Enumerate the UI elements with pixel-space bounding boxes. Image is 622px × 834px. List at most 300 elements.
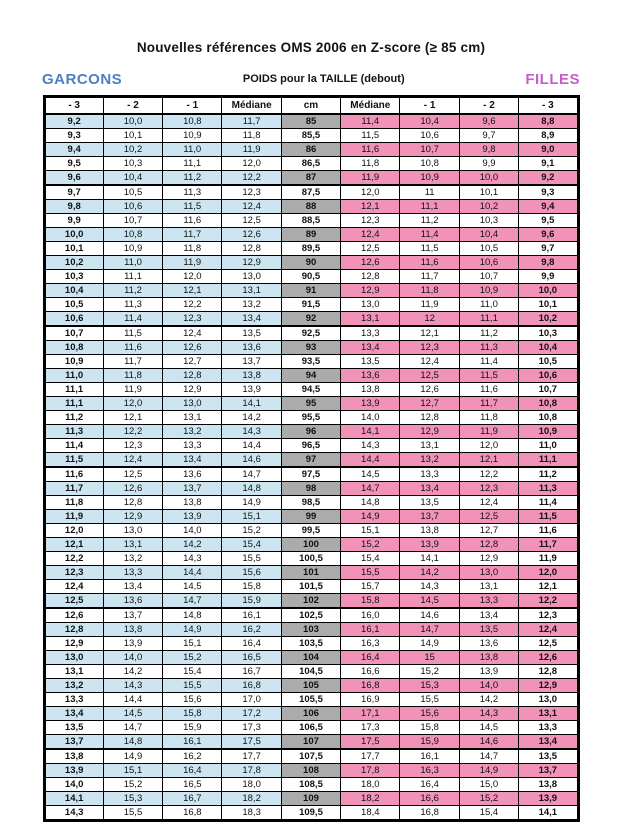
girls-value-cell: 13,5 <box>341 355 400 369</box>
girls-value-cell: 15,1 <box>341 524 400 538</box>
table-subtitle: POIDS pour la TAILLE (debout) <box>242 73 405 85</box>
girls-value-cell: 12 <box>400 312 459 327</box>
boys-value-cell: 10,9 <box>44 355 103 369</box>
boys-value-cell: 11,5 <box>103 326 162 341</box>
table-row <box>44 298 578 312</box>
girls-value-cell: 15,2 <box>459 792 518 806</box>
girls-value-cell: 13,4 <box>400 482 459 496</box>
boys-value-cell: 12,0 <box>163 270 222 284</box>
girls-value-cell: 10,8 <box>519 411 578 425</box>
girls-value-cell: 15,8 <box>341 594 400 609</box>
boys-value-cell: 11,7 <box>103 355 162 369</box>
girls-value-cell: 11,6 <box>400 256 459 270</box>
boys-value-cell: 12,8 <box>103 496 162 510</box>
girls-section-label: FILLES <box>525 71 580 88</box>
boys-value-cell: 12,8 <box>222 242 281 256</box>
table-row <box>44 341 578 355</box>
girls-value-cell: 11,9 <box>341 171 400 186</box>
boys-value-cell: 11,6 <box>163 214 222 228</box>
girls-value-cell: 12,4 <box>341 228 400 242</box>
boys-value-cell: 17,8 <box>222 764 281 778</box>
girls-value-cell: 9,2 <box>519 171 578 186</box>
girls-value-cell: 11,8 <box>341 157 400 171</box>
boys-value-cell: 12,7 <box>163 355 222 369</box>
boys-value-cell: 15,9 <box>163 721 222 735</box>
boys-value-cell: 14,4 <box>103 693 162 707</box>
girls-value-cell: 14,3 <box>341 439 400 453</box>
girls-value-cell: 13,4 <box>341 341 400 355</box>
boys-value-cell: 13,2 <box>222 298 281 312</box>
boys-value-cell: 13,0 <box>44 651 103 665</box>
boys-value-cell: 16,1 <box>163 735 222 750</box>
girls-value-cell: 14,0 <box>341 411 400 425</box>
height-cm-cell: 90 <box>281 256 340 270</box>
boys-value-cell: 13,9 <box>163 510 222 524</box>
table-row <box>44 707 578 721</box>
boys-value-cell: 13,5 <box>44 721 103 735</box>
girls-value-cell: 11,0 <box>459 298 518 312</box>
boys-value-cell: 16,5 <box>163 778 222 792</box>
girls-value-cell: 10,1 <box>459 185 518 200</box>
table-row <box>44 157 578 171</box>
girls-value-cell: 16,9 <box>341 693 400 707</box>
girls-value-cell: 11,7 <box>400 270 459 284</box>
height-cm-cell: 87 <box>281 171 340 186</box>
boys-value-cell: 12,4 <box>163 326 222 341</box>
boys-value-cell: 15,5 <box>222 552 281 566</box>
girls-value-cell: 11,4 <box>459 355 518 369</box>
boys-value-cell: 11,7 <box>222 114 281 129</box>
boys-value-cell: 10,6 <box>103 200 162 214</box>
girls-value-cell: 11,5 <box>459 369 518 383</box>
girls-value-cell: 13,3 <box>400 467 459 482</box>
girls-value-cell: 18,4 <box>341 806 400 821</box>
boys-value-cell: 12,8 <box>163 369 222 383</box>
boys-value-cell: 13,7 <box>103 608 162 623</box>
girls-value-cell: 10,4 <box>400 114 459 129</box>
girls-value-cell: 12,1 <box>459 453 518 468</box>
table-row <box>44 637 578 651</box>
boys-value-cell: 12,9 <box>222 256 281 270</box>
girls-value-cell: 12,0 <box>519 566 578 580</box>
boys-value-cell: 9,4 <box>44 143 103 157</box>
boys-value-cell: 14,1 <box>222 397 281 411</box>
boys-value-cell: 12,6 <box>44 608 103 623</box>
table-row <box>44 580 578 594</box>
table-row <box>44 594 578 609</box>
boys-value-cell: 14,8 <box>222 482 281 496</box>
table-row <box>44 270 578 284</box>
boys-value-cell: 17,0 <box>222 693 281 707</box>
boys-value-cell: 16,8 <box>222 679 281 693</box>
girls-value-cell: 13,5 <box>459 623 518 637</box>
boys-value-cell: 16,4 <box>222 637 281 651</box>
boys-value-cell: 12,9 <box>44 637 103 651</box>
girls-value-cell: 11,3 <box>519 482 578 496</box>
boys-value-cell: 11,9 <box>222 143 281 157</box>
column-header: - 1 <box>400 97 459 115</box>
height-cm-cell: 94,5 <box>281 383 340 397</box>
height-cm-cell: 102 <box>281 594 340 609</box>
weight-for-height-table <box>43 95 580 822</box>
boys-value-cell: 15,8 <box>163 707 222 721</box>
boys-value-cell: 14,5 <box>163 580 222 594</box>
girls-value-cell: 13,0 <box>341 298 400 312</box>
height-cm-cell: 103 <box>281 623 340 637</box>
boys-value-cell: 14,7 <box>222 467 281 482</box>
column-header: - 3 <box>519 97 578 115</box>
girls-value-cell: 13,1 <box>341 312 400 327</box>
table-row <box>44 665 578 679</box>
boys-value-cell: 11,0 <box>163 143 222 157</box>
boys-value-cell: 11,1 <box>44 397 103 411</box>
girls-value-cell: 11,4 <box>519 496 578 510</box>
table-row <box>44 778 578 792</box>
boys-value-cell: 12,2 <box>163 298 222 312</box>
girls-value-cell: 12,8 <box>400 411 459 425</box>
boys-value-cell: 14,7 <box>103 721 162 735</box>
table-row <box>44 214 578 228</box>
table-row <box>44 256 578 270</box>
height-cm-cell: 100 <box>281 538 340 552</box>
girls-value-cell: 12,5 <box>400 369 459 383</box>
girls-value-cell: 13,3 <box>341 326 400 341</box>
column-header: - 2 <box>103 97 162 115</box>
table-header <box>44 97 578 115</box>
girls-value-cell: 14,9 <box>459 764 518 778</box>
boys-value-cell: 10,0 <box>44 228 103 242</box>
girls-value-cell: 10,9 <box>400 171 459 186</box>
boys-value-cell: 11,1 <box>103 270 162 284</box>
girls-value-cell: 11,8 <box>400 284 459 298</box>
girls-value-cell: 11,9 <box>400 298 459 312</box>
girls-value-cell: 13,3 <box>519 721 578 735</box>
table-row <box>44 608 578 623</box>
boys-value-cell: 11,7 <box>163 228 222 242</box>
boys-value-cell: 14,0 <box>103 651 162 665</box>
girls-value-cell: 13,8 <box>519 778 578 792</box>
height-cm-cell: 95 <box>281 397 340 411</box>
boys-value-cell: 14,3 <box>163 552 222 566</box>
girls-value-cell: 10,6 <box>400 129 459 143</box>
boys-value-cell: 13,8 <box>44 749 103 764</box>
boys-value-cell: 10,3 <box>44 270 103 284</box>
boys-value-cell: 14,2 <box>222 411 281 425</box>
boys-value-cell: 15,1 <box>163 637 222 651</box>
girls-value-cell: 16,8 <box>400 806 459 821</box>
boys-value-cell: 12,4 <box>44 580 103 594</box>
table-row <box>44 792 578 806</box>
boys-value-cell: 14,2 <box>163 538 222 552</box>
boys-value-cell: 14,3 <box>103 679 162 693</box>
girls-value-cell: 11,1 <box>519 453 578 468</box>
boys-value-cell: 14,6 <box>222 453 281 468</box>
boys-value-cell: 11,9 <box>103 383 162 397</box>
table-row <box>44 383 578 397</box>
height-cm-cell: 88,5 <box>281 214 340 228</box>
boys-value-cell: 12,3 <box>222 185 281 200</box>
girls-value-cell: 11,6 <box>341 143 400 157</box>
girls-value-cell: 13,7 <box>400 510 459 524</box>
girls-value-cell: 14,1 <box>400 552 459 566</box>
boys-value-cell: 11,5 <box>44 453 103 468</box>
height-cm-cell: 102,5 <box>281 608 340 623</box>
boys-value-cell: 11,8 <box>103 369 162 383</box>
girls-value-cell: 17,3 <box>341 721 400 735</box>
girls-value-cell: 11,0 <box>519 439 578 453</box>
table-row <box>44 651 578 665</box>
table-row <box>44 453 578 468</box>
girls-value-cell: 12,9 <box>400 425 459 439</box>
boys-value-cell: 11,3 <box>163 185 222 200</box>
boys-value-cell: 11,4 <box>103 312 162 327</box>
boys-value-cell: 15,5 <box>163 679 222 693</box>
girls-value-cell: 15,8 <box>400 721 459 735</box>
boys-value-cell: 9,2 <box>44 114 103 129</box>
boys-value-cell: 14,8 <box>103 735 162 750</box>
height-cm-cell: 92 <box>281 312 340 327</box>
girls-value-cell: 11,6 <box>459 383 518 397</box>
boys-value-cell: 12,2 <box>44 552 103 566</box>
boys-value-cell: 10,8 <box>44 341 103 355</box>
height-cm-cell: 85 <box>281 114 340 129</box>
girls-value-cell: 10,7 <box>459 270 518 284</box>
girls-value-cell: 10,6 <box>519 369 578 383</box>
boys-value-cell: 12,4 <box>222 200 281 214</box>
boys-value-cell: 10,0 <box>103 114 162 129</box>
girls-value-cell: 18,2 <box>341 792 400 806</box>
girls-value-cell: 12,9 <box>519 679 578 693</box>
boys-value-cell: 14,9 <box>163 623 222 637</box>
boys-value-cell: 17,3 <box>222 721 281 735</box>
girls-value-cell: 13,1 <box>519 707 578 721</box>
girls-value-cell: 10,8 <box>519 397 578 411</box>
table-row <box>44 312 578 327</box>
girls-value-cell: 11,6 <box>519 524 578 538</box>
height-cm-cell: 105,5 <box>281 693 340 707</box>
girls-value-cell: 15,4 <box>459 806 518 821</box>
girls-value-cell: 9,6 <box>519 228 578 242</box>
girls-value-cell: 13,1 <box>400 439 459 453</box>
boys-value-cell: 16,7 <box>222 665 281 679</box>
girls-value-cell: 12,5 <box>459 510 518 524</box>
table-body <box>44 114 578 821</box>
girls-value-cell: 12,2 <box>519 594 578 609</box>
girls-value-cell: 15,0 <box>459 778 518 792</box>
boys-value-cell: 13,8 <box>103 623 162 637</box>
boys-value-cell: 12,3 <box>44 566 103 580</box>
table-header-row <box>44 97 578 115</box>
girls-value-cell: 11,4 <box>341 114 400 129</box>
boys-value-cell: 10,4 <box>44 284 103 298</box>
boys-value-cell: 12,6 <box>163 341 222 355</box>
girls-value-cell: 17,5 <box>341 735 400 750</box>
column-header: - 2 <box>459 97 518 115</box>
boys-value-cell: 13,2 <box>103 552 162 566</box>
girls-value-cell: 11,5 <box>519 510 578 524</box>
height-cm-cell: 107,5 <box>281 749 340 764</box>
height-cm-cell: 98 <box>281 482 340 496</box>
girls-value-cell: 8,9 <box>519 129 578 143</box>
girls-value-cell: 15,5 <box>400 693 459 707</box>
boys-value-cell: 12,6 <box>103 482 162 496</box>
boys-value-cell: 12,4 <box>103 453 162 468</box>
boys-value-cell: 18,2 <box>222 792 281 806</box>
table-row <box>44 566 578 580</box>
girls-value-cell: 12,1 <box>519 580 578 594</box>
table-row <box>44 439 578 453</box>
girls-value-cell: 12,8 <box>519 665 578 679</box>
table-row <box>44 764 578 778</box>
boys-value-cell: 16,2 <box>163 749 222 764</box>
girls-value-cell: 14,8 <box>341 496 400 510</box>
girls-value-cell: 18,0 <box>341 778 400 792</box>
boys-value-cell: 15,5 <box>103 806 162 821</box>
table-row <box>44 228 578 242</box>
girls-value-cell: 9,0 <box>519 143 578 157</box>
boys-value-cell: 11,0 <box>103 256 162 270</box>
girls-value-cell: 11,1 <box>459 312 518 327</box>
boys-value-cell: 13,1 <box>163 411 222 425</box>
girls-value-cell: 11,5 <box>400 242 459 256</box>
girls-value-cell: 13,5 <box>519 749 578 764</box>
page-title: Nouvelles références OMS 2006 en Z-score (≥ 85 cm) <box>136 40 486 55</box>
girls-value-cell: 10,0 <box>519 284 578 298</box>
girls-value-cell: 14,3 <box>459 707 518 721</box>
height-cm-cell: 87,5 <box>281 185 340 200</box>
girls-value-cell: 14,2 <box>400 566 459 580</box>
table-row <box>44 411 578 425</box>
height-cm-cell: 99 <box>281 510 340 524</box>
height-cm-cell: 99,5 <box>281 524 340 538</box>
girls-value-cell: 12,3 <box>519 608 578 623</box>
girls-value-cell: 13,4 <box>519 735 578 750</box>
girls-value-cell: 9,4 <box>519 200 578 214</box>
table-row <box>44 284 578 298</box>
boys-value-cell: 14,0 <box>163 524 222 538</box>
boys-value-cell: 16,4 <box>163 764 222 778</box>
girls-value-cell: 12,5 <box>341 242 400 256</box>
boys-value-cell: 15,6 <box>163 693 222 707</box>
height-cm-cell: 107 <box>281 735 340 750</box>
table-row <box>44 397 578 411</box>
boys-value-cell: 13,9 <box>103 637 162 651</box>
girls-value-cell: 12,1 <box>400 326 459 341</box>
boys-value-cell: 17,5 <box>222 735 281 750</box>
height-cm-cell: 89,5 <box>281 242 340 256</box>
girls-value-cell: 14,1 <box>519 806 578 821</box>
height-cm-cell: 98,5 <box>281 496 340 510</box>
girls-value-cell: 9,8 <box>459 143 518 157</box>
boys-value-cell: 14,9 <box>103 749 162 764</box>
girls-value-cell: 11,2 <box>519 467 578 482</box>
girls-value-cell: 9,9 <box>519 270 578 284</box>
boys-value-cell: 14,5 <box>103 707 162 721</box>
girls-value-cell: 17,8 <box>341 764 400 778</box>
girls-value-cell: 14,6 <box>459 735 518 750</box>
boys-value-cell: 16,7 <box>163 792 222 806</box>
boys-value-cell: 15,2 <box>163 651 222 665</box>
height-cm-cell: 86 <box>281 143 340 157</box>
table-row <box>44 467 578 482</box>
boys-value-cell: 13,6 <box>222 341 281 355</box>
girls-value-cell: 13,6 <box>459 637 518 651</box>
girls-value-cell: 12,2 <box>459 467 518 482</box>
girls-value-cell: 13,9 <box>400 538 459 552</box>
girls-value-cell: 14,9 <box>341 510 400 524</box>
girls-value-cell: 16,1 <box>400 749 459 764</box>
boys-value-cell: 13,4 <box>163 453 222 468</box>
girls-value-cell: 9,3 <box>519 185 578 200</box>
boys-value-cell: 13,4 <box>103 580 162 594</box>
girls-value-cell: 14,0 <box>459 679 518 693</box>
boys-value-cell: 13,1 <box>103 538 162 552</box>
boys-value-cell: 16,5 <box>222 651 281 665</box>
table-row <box>44 510 578 524</box>
boys-value-cell: 17,2 <box>222 707 281 721</box>
girls-value-cell: 15,7 <box>341 580 400 594</box>
boys-value-cell: 13,4 <box>44 707 103 721</box>
girls-value-cell: 10,2 <box>519 312 578 327</box>
girls-value-cell: 13,5 <box>400 496 459 510</box>
boys-value-cell: 13,8 <box>163 496 222 510</box>
table-row <box>44 425 578 439</box>
height-cm-cell: 108,5 <box>281 778 340 792</box>
girls-value-cell: 11,2 <box>400 214 459 228</box>
height-cm-cell: 96,5 <box>281 439 340 453</box>
boys-value-cell: 13,6 <box>103 594 162 609</box>
girls-value-cell: 11,1 <box>400 200 459 214</box>
girls-value-cell: 15,2 <box>341 538 400 552</box>
height-cm-cell: 90,5 <box>281 270 340 284</box>
boys-value-cell: 10,3 <box>103 157 162 171</box>
girls-value-cell: 12,7 <box>459 524 518 538</box>
boys-value-cell: 12,2 <box>103 425 162 439</box>
column-header: Médiane <box>222 97 281 115</box>
table-row <box>44 524 578 538</box>
girls-value-cell: 13,6 <box>341 369 400 383</box>
boys-value-cell: 13,3 <box>103 566 162 580</box>
height-cm-cell: 96 <box>281 425 340 439</box>
boys-value-cell: 18,3 <box>222 806 281 821</box>
table-row <box>44 552 578 566</box>
boys-value-cell: 18,0 <box>222 778 281 792</box>
girls-value-cell: 12,7 <box>400 397 459 411</box>
girls-value-cell: 16,6 <box>400 792 459 806</box>
girls-value-cell: 10,4 <box>519 341 578 355</box>
boys-value-cell: 10,7 <box>44 326 103 341</box>
girls-value-cell: 12,0 <box>341 185 400 200</box>
boys-value-cell: 12,1 <box>163 284 222 298</box>
height-cm-cell: 108 <box>281 764 340 778</box>
girls-value-cell: 14,5 <box>400 594 459 609</box>
boys-value-cell: 13,8 <box>222 369 281 383</box>
boys-value-cell: 16,8 <box>163 806 222 821</box>
column-header: - 3 <box>44 97 103 115</box>
height-cm-cell: 103,5 <box>281 637 340 651</box>
boys-value-cell: 13,1 <box>44 665 103 679</box>
height-cm-cell: 106,5 <box>281 721 340 735</box>
girls-value-cell: 13,7 <box>519 764 578 778</box>
boys-value-cell: 13,7 <box>44 735 103 750</box>
boys-value-cell: 13,3 <box>44 693 103 707</box>
boys-value-cell: 14,3 <box>44 806 103 821</box>
boys-value-cell: 11,6 <box>103 341 162 355</box>
girls-value-cell: 14,5 <box>459 721 518 735</box>
boys-value-cell: 10,9 <box>103 242 162 256</box>
boys-value-cell: 12,5 <box>222 214 281 228</box>
boys-value-cell: 13,4 <box>222 312 281 327</box>
